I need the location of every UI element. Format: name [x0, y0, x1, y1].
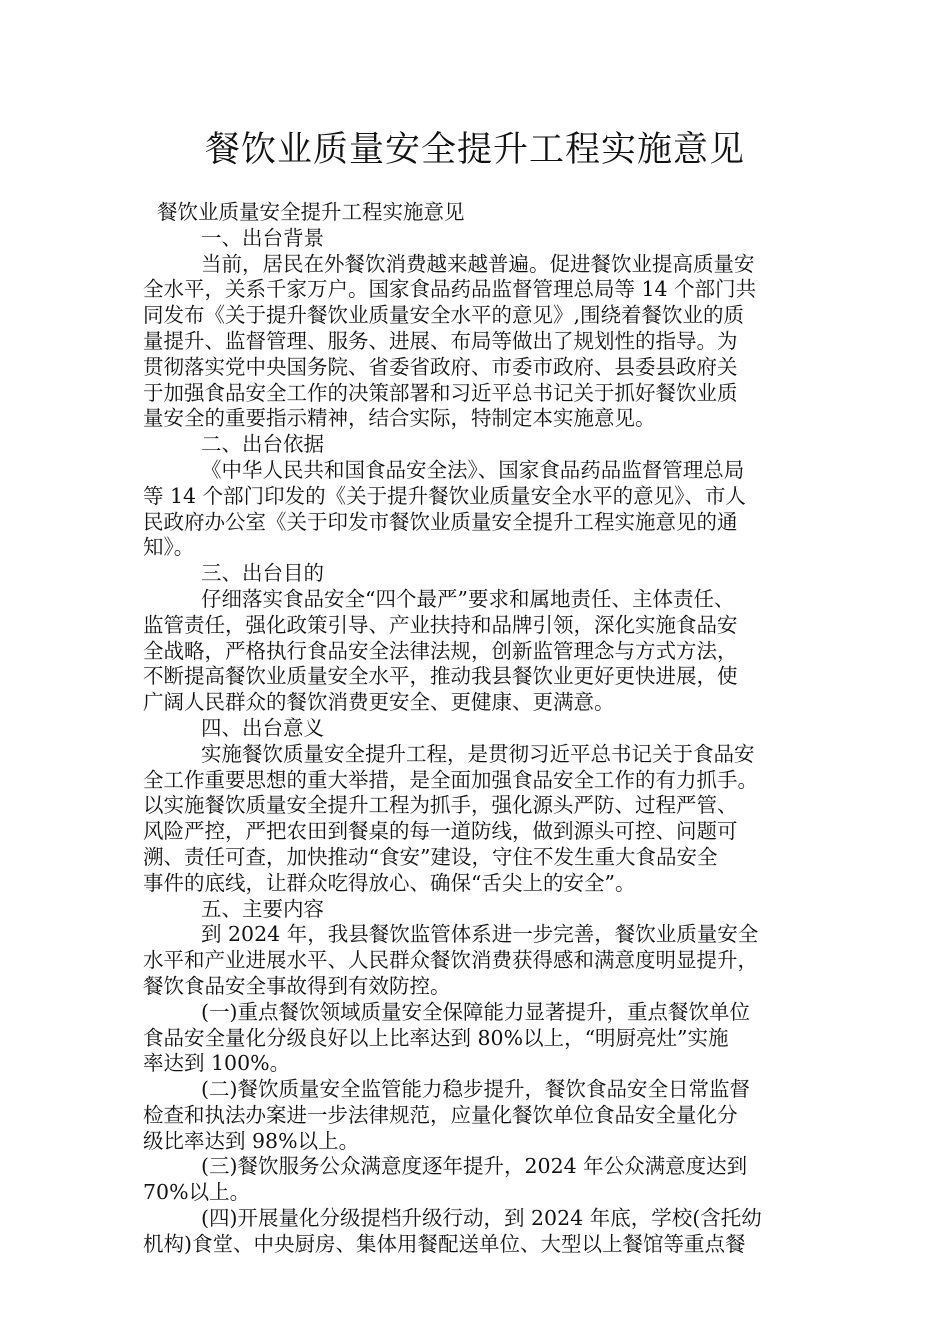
body-line: (二)餐饮质量安全监管能力稳步提升，餐饮食品安全日常监督 [201, 1077, 750, 1102]
body-line: 级比率达到 98%以上。 [143, 1128, 360, 1153]
body-line: 五、主要内容 [201, 896, 324, 921]
body-line: 民政府办公室《关于印发市餐饮业质量安全提升工程实施意见的通 [143, 509, 738, 534]
body-line: (四)开展量化分级提档升级行动，到 2024 年底，学校(含托幼 [201, 1206, 762, 1231]
body-line: 全战略，严格执行食品安全法律法规，创新监管理念与方式方法， [143, 638, 738, 663]
body-line: 知》。 [143, 535, 195, 560]
body-line: 四、出台意义 [201, 715, 324, 740]
body-line: 溯、责任可查，加快推动“食安”建设，守住不发生重大食品安全 [143, 844, 718, 869]
body-line: 二、出台依据 [201, 432, 324, 457]
body-line: 到 2024 年，我县餐饮监管体系进一步完善，餐饮业质量安全 [201, 922, 759, 947]
body-line: 餐饮业质量安全提升工程实施意见 [157, 200, 465, 224]
body-line: 《中华人民共和国食品安全法》、国家食品药品监督管理总局 [201, 457, 745, 482]
body-line: 等 14 个部门印发的《关于提升餐饮业质量安全水平的意见》、市人 [143, 483, 746, 508]
body-line: (一)重点餐饮领域质量安全保障能力显著提升，重点餐饮单位 [201, 999, 750, 1024]
body-line: 以实施餐饮质量安全提升工程为抓手，强化源头严防、过程严管、 [143, 793, 738, 818]
body-line: 70%以上。 [143, 1180, 251, 1205]
body-line: 于加强食品安全工作的决策部署和习近平总书记关于抓好餐饮业质 [143, 380, 738, 405]
body-line: 全工作重要思想的重大举措，是全面加强食品安全工作的有力抓手。 [143, 767, 758, 792]
body-line: 仔细落实食品安全“四个最严”要求和属地责任、主体责任、 [201, 586, 735, 611]
body-line: 全水平，关系千家万户。国家食品药品监督管理总局等 14 个部门共 [143, 277, 757, 302]
body-line: 监管责任，强化政策引导、产业扶持和品牌引领，深化实施食品安 [143, 612, 738, 637]
document-body [143, 200, 825, 1258]
body-line: 同发布《关于提升餐饮业质量安全水平的意见》,围绕着餐饮业的质 [143, 303, 745, 328]
body-line: 实施餐饮质量安全提升工程，是贯彻习近平总书记关于食品安 [201, 741, 755, 766]
body-line: 风险严控，严把农田到餐桌的每一道防线，做到源头可控、问题可 [143, 819, 738, 844]
body-line: 事件的底线，让群众吃得放心、确保“舌尖上的安全”。 [143, 870, 636, 895]
body-line: 不断提高餐饮业质量安全水平，推动我县餐饮业更好更快进展，使 [143, 664, 738, 689]
body-line: 一、出台背景 [201, 225, 324, 250]
body-line: 餐饮食品安全事故得到有效防控。 [143, 973, 451, 998]
body-line: (三)餐饮服务公众满意度逐年提升，2024 年公众满意度达到 [201, 1154, 748, 1179]
body-line: 机构)食堂、中央厨房、集体用餐配送单位、大型以上餐馆等重点餐 [143, 1231, 746, 1256]
body-line: 广阔人民群众的餐饮消费更安全、更健康、更满意。 [143, 690, 615, 715]
body-line: 食品安全量化分级良好以上比率达到 80%以上，“明厨亮灶”实施 [143, 1025, 729, 1050]
body-line: 量提升、监督管理、服务、进展、布局等做出了规划性的指导。为 [143, 328, 738, 353]
body-line: 三、出台目的 [201, 561, 324, 586]
body-line: 贯彻落实党中央国务院、省委省政府、市委市政府、县委县政府关 [143, 354, 738, 379]
body-line: 水平和产业进展水平、人民群众餐饮消费获得感和满意度明显提升， [143, 948, 758, 973]
body-line: 量安全的重要指示精神，结合实际，特制定本实施意见。 [143, 406, 656, 431]
document-title: 餐饮业质量安全提升工程实施意见 [204, 130, 745, 170]
body-line: 检查和执法办案进一步法律规范，应量化餐饮单位食品安全量化分 [143, 1102, 738, 1127]
body-line: 率达到 100%。 [143, 1051, 291, 1076]
body-line: 当前，居民在外餐饮消费越来越普遍。促进餐饮业提高质量安 [201, 251, 755, 276]
